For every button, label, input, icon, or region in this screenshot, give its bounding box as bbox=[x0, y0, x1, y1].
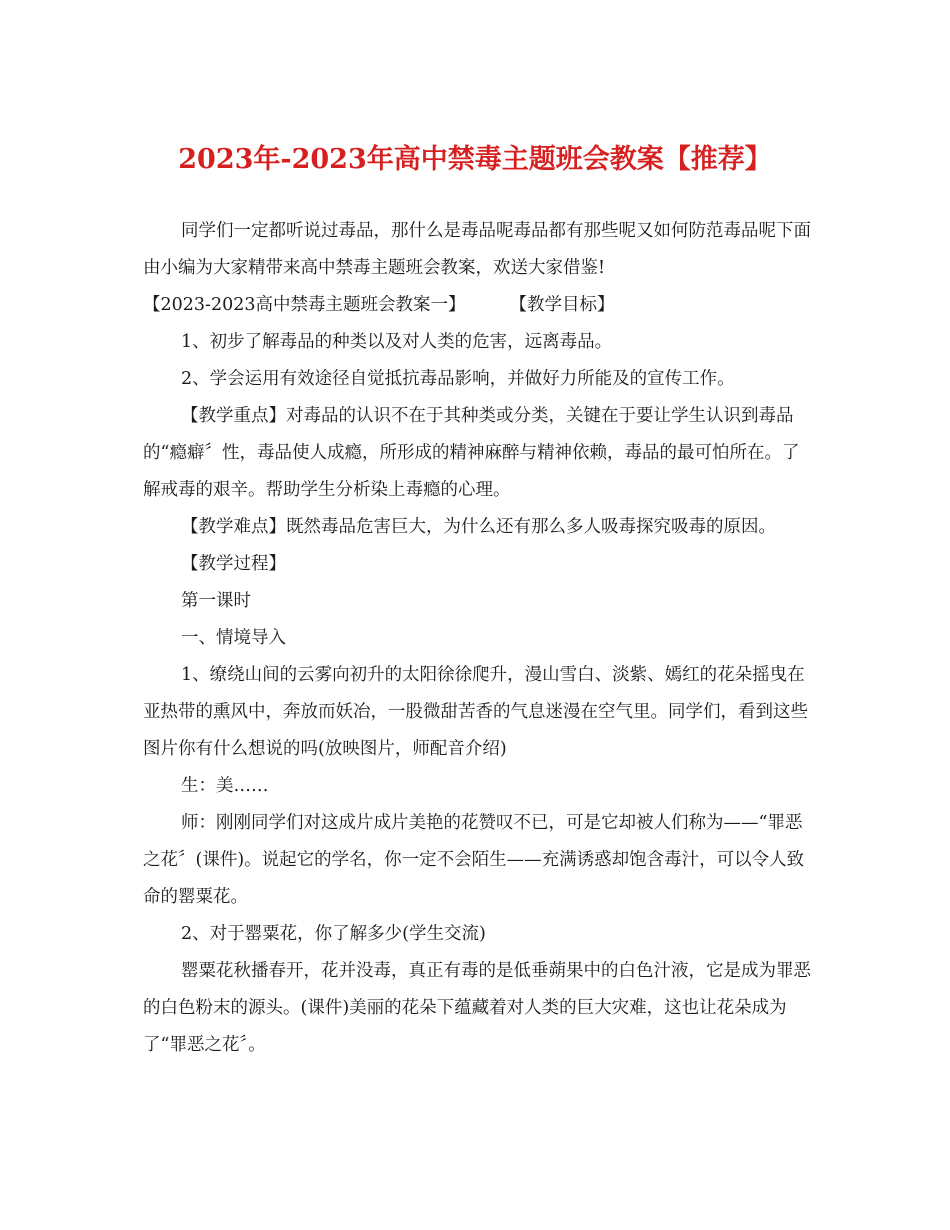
question-paragraph: 2、对于罂粟花，你了解多少(学生交流) bbox=[181, 924, 486, 944]
plan-heading: 【2023-2023高中禁毒主题班会教案一】 bbox=[143, 295, 466, 315]
lesson-heading: 第一课时 bbox=[181, 591, 251, 611]
key-points-paragraph: 【教学重点】对毒品的认识不在于其种类或分类，关键在于要让学生认识到毒品的“瘾癖〞性，毒品使人成瘾，所形成的精神麻醉与精神依赖，毒品的最可怕所在。了解戒毒的艰辛。帮助学生分析染上毒瘾的心理。 bbox=[143, 406, 800, 500]
teacher-reply: 师：刚刚同学们对这成片成片美艳的花赞叹不已，可是它却被人们称为——“罪恶之花〞(课件)。说起它的学名，你一定不会陌生——充满诱惑却饱含毒汁，可以令人致命的罂粟花。 bbox=[143, 813, 805, 907]
difficulties-paragraph: 【教学难点】既然毒品危害巨大，为什么还有那么多人吸毒探究吸毒的原因。 bbox=[181, 517, 776, 537]
section-heading: 一、情境导入 bbox=[181, 628, 286, 648]
process-heading: 【教学过程】 bbox=[181, 554, 286, 574]
plan-heading-line bbox=[143, 287, 813, 324]
document-body bbox=[143, 213, 813, 1064]
intro-paragraph: 同学们一定都听说过毒品，那什么是毒品呢毒品都有那些呢又如何防范毒品呢下面由小编为大家精带来高中禁毒主题班会教案，欢送大家借鉴! bbox=[143, 221, 811, 278]
document-title: 2023年-2023年高中禁毒主题班会教案【推荐】 bbox=[178, 144, 772, 175]
goals-heading: 【教学目标】 bbox=[509, 295, 615, 315]
poppy-paragraph: 罂粟花秋播春开，花并没毒，真正有毒的是低垂蒴果中的白色汁液，它是成为罪恶的白色粉末的源头。(课件)美丽的花朵下蕴藏着对人类的巨大灾难，这也让花朵成为了“罪恶之花〞。 bbox=[143, 961, 811, 1055]
goal-item: 1、初步了解毒品的种类以及对人类的危害，远离毒品。 bbox=[181, 332, 613, 352]
student-reply: 生：美…… bbox=[181, 776, 269, 796]
scenario-paragraph: 1、缭绕山间的云雾向初升的太阳徐徐爬升，漫山雪白、淡紫、嫣红的花朵摇曳在亚热带的熏风中，奔放而妖冶，一股微甜苦香的气息迷漫在空气里。同学们，看到这些图片你有什么想说的吗(放映图片，师配音介绍) bbox=[143, 665, 808, 759]
goal-item: 2、学会运用有效途径自觉抵抗毒品影响，并做好力所能及的宣传工作。 bbox=[181, 369, 735, 389]
